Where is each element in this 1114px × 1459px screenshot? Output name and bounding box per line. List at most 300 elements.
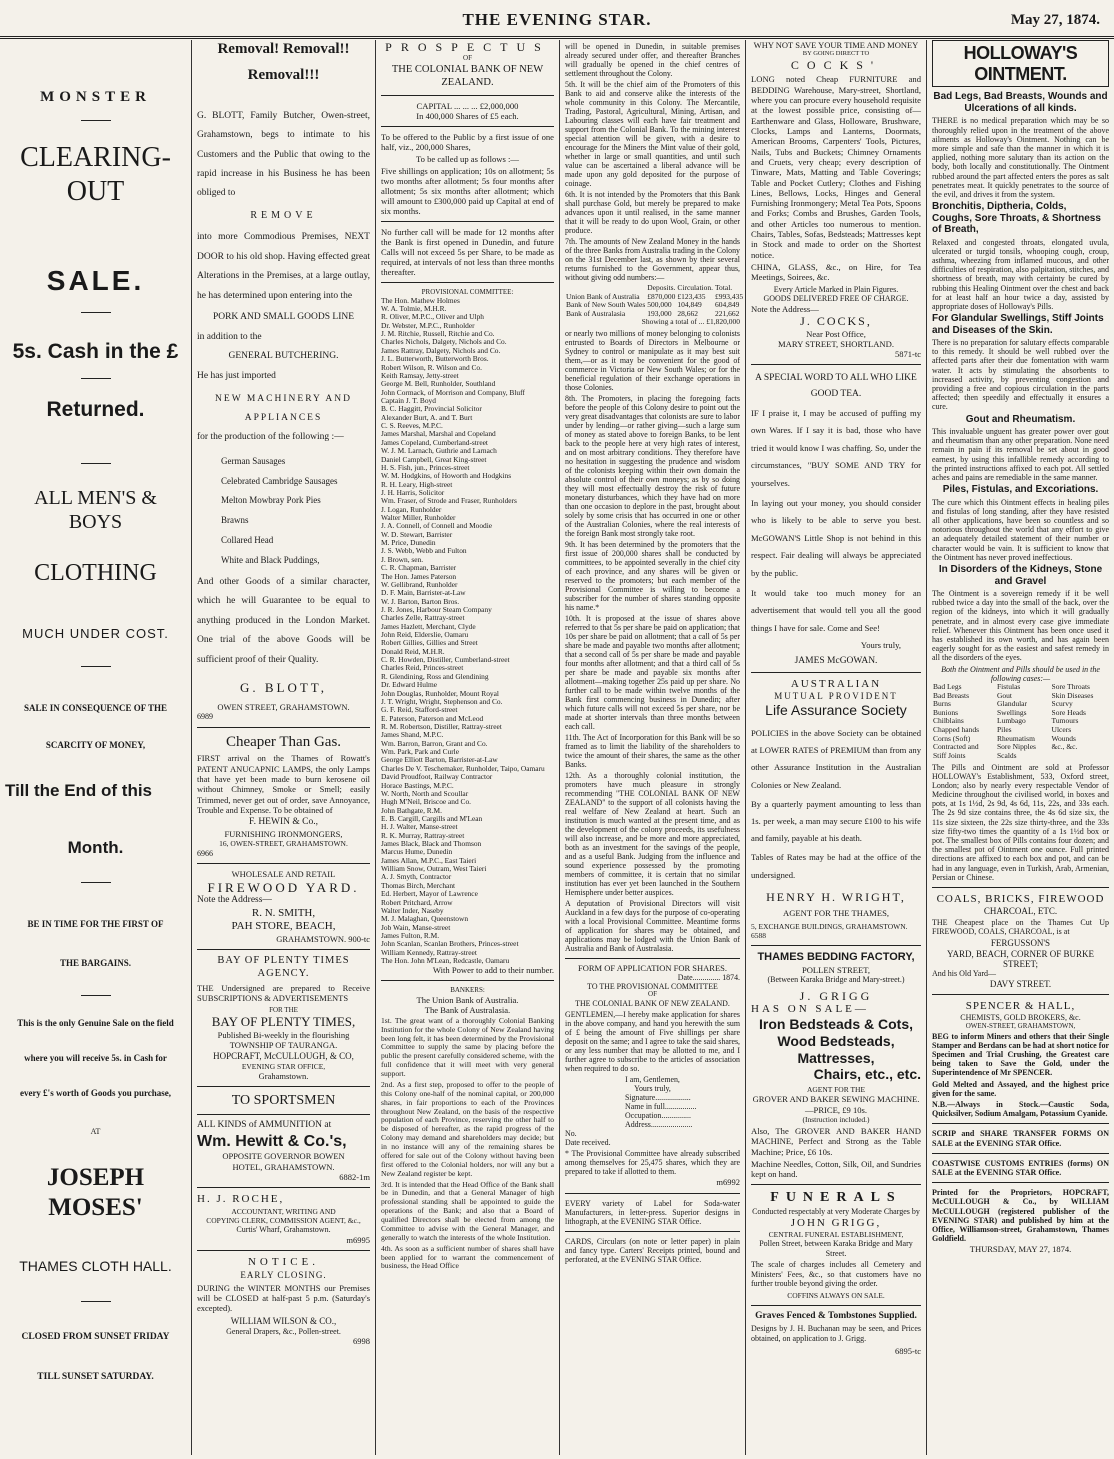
pork-line: PORK AND SMALL GOODS LINE (212, 312, 355, 322)
list-item: E. B. Cargill, Cargills and M'Lean (381, 814, 483, 823)
smith-name: R. N. SMITH, (251, 907, 316, 920)
bedding-street: POLLEN STREET, (801, 964, 871, 975)
divider (751, 672, 921, 673)
list-item: M. J. Malaghan, Queenstown (381, 915, 469, 924)
list-item: B. C. Haggitt, Provincial Solicitor (381, 405, 482, 414)
holloway-gout-body: This invaluable unguent has greater power over gout and rheumatism than any other preparation. None need remain in pain if its removal be set about in good earnest, by using this infallible remedy according to the printed instructions affixed to each pot. All settled aches and pains are remediable in the same manner. (932, 427, 1109, 482)
table-cell: Bank of Australasia (566, 308, 626, 318)
tea-body-3: It would take too much money for an advertisement that would tell you all the good things I have for sale. Come and See! (751, 587, 921, 633)
bay-agency-body: THE Undersigned are prepared to Receive SUBSCRIPTIONS & ADVERTISEMENTS (197, 982, 370, 1004)
divider (81, 378, 111, 379)
holloway-intro: THERE is no medical preparation which may be so thoroughly relied upon in the treatment of the above ailments as Holloway's Ointment. Nothing can be more simple and safe than the manner in which it is applied, nothing more salutary than its action on the body, both locally and constitutionally. The Ointment rubbed around the part affected enters the pores as salt penetrates meat. It quickly penetrates to the source of the evil, and drives it from the system. (932, 116, 1109, 199)
list-item: Charles Nichols, Dalgety, Nichols and Co. (381, 338, 507, 347)
list-item: James Shand, M.P.C. (381, 731, 444, 740)
genuine-line-2: where you will receive 5s. in Cash for (24, 1053, 167, 1064)
till-heading: Till the End of this (5, 780, 153, 800)
table-cell: Bank of New South Wales (566, 300, 646, 310)
early-closing-heading: EARLY CLOSING. (240, 1269, 327, 1280)
list-item: Walter Inder, Naseby (381, 906, 444, 915)
table-cell: Sore Nipples (996, 742, 1036, 752)
masthead (0, 0, 1114, 39)
list-item: George M. Bell, Runholder, Southland (381, 380, 496, 389)
prospectus-para-6: 6th. It is not intended by the Promoters that this Bank shall purchase Gold, but merely be prepared to make advances upon it until realised, in the same manner that it will be ready to do upon Wool, Grain, or other produce. (565, 190, 740, 235)
capital-line: CAPITAL ... ... ... £2,000,000 (416, 100, 519, 111)
firewood-heading: FIREWOOD YARD. (207, 879, 360, 895)
table-cell: Rheumatism (996, 733, 1035, 743)
column-moses-sale (0, 40, 192, 1455)
product-item: Melton Mowbray Pork Pies (221, 495, 321, 506)
list-item: James Black, Black and Thomson (381, 840, 482, 849)
wood-bedsteads: Wood Bedsteads, (777, 1032, 895, 1049)
list-item: Robert Wilson, R. Wilson and Co. (381, 363, 482, 372)
list-item: C. R. Howden, Distiller, Cumberland-street (381, 656, 510, 665)
cocks-why: WHY NOT SAVE YOUR TIME AND MONEY (753, 40, 919, 50)
spencer-name: SPENCER & HALL, (965, 999, 1076, 1012)
amp-title: Life Assurance Society (765, 702, 907, 719)
machinery-line: NEW MACHINERY AND APPLIANCES (215, 394, 352, 424)
wilson-trade: General Drapers, &c., Pollen-street. (226, 1326, 341, 1336)
list-item: J. Brown, sen. (381, 555, 424, 564)
prospectus-para-2: 2nd. As a first step, proposed to offer to the people of this Colony one-half of the nominal capital, or 200,000 shares, in fair proportions to each of the Provinces throughout New Zealand, on the basis of the respective population of each Province, reserving the other half to be disposed of hereafter, as the rapid progress of the Colony may demand and shareholders may decide; but in no instance will any of the remaining shares be offered for sale out of the Colony without having been first offered to the Colonial holders, nor will any but a New Zealand register be kept. (381, 1079, 554, 1178)
monster-heading: MONSTER (40, 89, 151, 105)
divider (197, 1250, 370, 1251)
cards-ad: CARDS, Circulars (on note or letter paper) in plain and fancy type. Carters' Receipts printed, bound and perforated, at the EVENING STAR Office. (565, 1237, 740, 1265)
wright-agent: AGENT FOR THE THAMES, (783, 908, 889, 919)
grigg-name: J. GRIGG (799, 988, 873, 1003)
cocks-street: MARY STREET, SHORTLAND. (778, 338, 894, 349)
list-item: R. K. Murray, Rattray-street (381, 831, 465, 840)
ad-reference: 6895-tc (895, 1345, 921, 1356)
holloway-kidneys: In Disorders of the Kidneys, Stone and Gravel (938, 564, 1103, 587)
evening-office-line: EVENING STAR OFFICE, (241, 1061, 326, 1071)
list-item: Job Wain, Manse-street (381, 923, 451, 932)
list-item: C. S. Reeves, M.P.C. (381, 422, 443, 431)
first-time-line-1: BE IN TIME FOR THE FIRST OF (27, 919, 164, 930)
holloway-sold: The Pills and Ointment are sold at Professor HOLLOWAY's Establishment, 533, Oxford street, London; also by nearly every respectable Vendor of Medicine throughout the civilised world, in boxes and pots, at 1s 1½d, 2s 9d, 4s 6d, 11s, 22s, and 33s each. The 2s 9d size contains three, the 4s 6d size six, the 11s size sixteen, the 22s size thirty-three, and the 33s size fifty-two times the quantity of a 1s 1½d box or pot. The smallest box of Pills contains four dozen; and the smallest pot of Ointment one ounce. Full printed directions are affixed to each box and pot, and can be had in any language, even in Turkish, Arab, Armenian, Persian or Chinese. (932, 762, 1109, 882)
product-item: German Sausages (221, 455, 286, 466)
list-item: J. A. Connell, of Connell and Moodie (381, 522, 493, 531)
early-closing-body: DURING the WINTER MONTHS our Premises will be CLOSED at half-past 5 p.m. (Saturday's excepted). (197, 1282, 370, 1314)
table-header-cell: Total. (715, 283, 733, 292)
old-yard-line: And his Old Yard— (932, 969, 997, 979)
under-cost-heading: MUCH UNDER COST. (22, 626, 169, 642)
amp-quarterly: By a quarterly payment amounting to less than 1s. per week, a man may secure £100 to his wife and family, payable at his death. (751, 798, 921, 844)
table-cell: Tumours (1051, 716, 1079, 726)
list-item: Daniel Campbell, Great King-street (381, 455, 487, 464)
form-name-field[interactable]: Name in full................ (625, 1102, 697, 1112)
called-line: To be called up as follows :— (416, 153, 519, 164)
form-date: Date.............. 1874. (677, 973, 740, 983)
column-blott-and-ads (192, 40, 376, 1455)
blott-guarantee: And other Goods of a similar character, which he will Guarantee to be equal to anything produced in the London Market. One trial of the above Goods will be sufficient proof of their Quality. (197, 576, 370, 665)
holloway-gout: Gout and Rheumatism. (965, 413, 1076, 425)
issue-date: May 27, 1874. (1010, 12, 1100, 28)
list-item: Alexander Burt, A. and T. Burt (381, 413, 473, 422)
offer-line: To be offered to the Public by a first issue of one half, viz., 200,000 Shares, (381, 131, 554, 152)
blott-intro: G. BLOTT, Family Butcher, Owen-street, Grahamstown, begs to intimate to his Customers and the Public that owing to the rapid increase in his Business he has been obliged to (197, 110, 370, 199)
bay-times-title: BAY OF PLENTY TIMES, (211, 1014, 356, 1030)
shares-line: In 400,000 Shares of £5 each. (416, 110, 519, 121)
list-item: R. Glendining, Ross and Glendining (381, 672, 489, 681)
table-cell: Bad Legs (933, 681, 962, 691)
table-cell: 193,000 (647, 308, 672, 318)
prospectus-para-12: 12th. As a thoroughly colonial institution, the promoters have much pleasure in strongly recommending "THE COLONIAL BANK OF NEW ZEALAND" to the support of all colonists having the real welfare of New Zealand at heart. Such an institution is much wanted at the present time, and as the development of the colony proceeds, its usefulness will also increase, and be more and more appreciated, both as an investment for the savings of the people, and as a useful Bank. Judging from the influence and sound experience possessed by the promoting members of committee, it is certain that no similar institution has ever yet been launched in the Southern Hemisphere under better auspices. (565, 770, 740, 897)
table-cell: £123,435 (677, 291, 706, 301)
clearing-heading: CLEARING-OUT (20, 142, 171, 208)
scarcity-line-2: SCARCITY OF MONEY, (45, 739, 146, 750)
cocks-name: J. COCKS, (800, 314, 872, 329)
table-total: Showing a total of ... £1,820,000 (641, 317, 740, 327)
hewin-trade: FURNISHING IRONMONGERS, (224, 829, 343, 840)
prospectus-para-5: 5th. It will be the chief aim of the Promoters of this Bank to aid and conserve alike the interests of the whole community in this Colony. The Mercantile, Trading, Pastoral, Agricultural, Mining, Artisan, and Labouring classes will each have fair treatment and support from the Colonial Bank. To the mining interest special attention will be given, with a desire to encourage for the Miners the Mint value of their gold, whether in large or small quantities, and until such value can be ascertained a liberal advance will be made upon any gold deposited for the purpose of coinage. (565, 80, 740, 188)
scrip-notice: SCRIP and SHARE TRANSFER FORMS ON SALE at the EVENING STAR Office. (932, 1129, 1109, 1148)
table-cell: 221,662 (715, 308, 740, 318)
wilson-name: WILLIAM WILSON & CO., (230, 1315, 337, 1326)
table-cell: Piles (996, 725, 1012, 734)
list-item: W. M. Hodgkins, of Howorth and Hodgkins (381, 472, 512, 481)
funerals-grigg: JOHN GRIGG, (790, 1216, 882, 1229)
divider (81, 1301, 111, 1302)
iron-bedsteads: Iron Bedsteads & Cots, (758, 1016, 914, 1033)
banker-2: The Bank of Australasia. (424, 1004, 511, 1015)
prospectus-para-11: 11th. The Act of Incorporation for this Bank will be so framed as to limit the liability of the shareholders to twice the amount of their shares, the same as the other Banks. (565, 732, 740, 769)
smith-town: GRAHAMSTOWN. 900-tc (276, 933, 370, 944)
prospectus-para-7b: or nearly two millions of money belonging to colonists entrusted to Boards of Directors in Melbourne or Sydney to control or manipulate as it may best suit them,—or as it may be convenient for the good of commerce in Victoria or New South Wales; or for the beneficial regulation of their exchange operations in those Colonies. (565, 328, 740, 392)
ad-reference: 6882-1m (339, 1172, 370, 1183)
note-line: Note the Address— (751, 303, 819, 314)
ad-reference: 6966 (197, 848, 213, 858)
divider (565, 958, 740, 959)
general-line: GENERAL BUTCHERING. (228, 351, 339, 362)
at-label: AT (90, 1127, 101, 1137)
spencer-gold: Gold Melted and Assayed, and the highest price given for the same. (932, 1079, 1109, 1098)
further-calls: No further call will be made for 12 months after the Bank is first opened in Dunedin, and future Calls will not exceed 5s per Share, to be made as required, at intervals of not less than three months thereafter. (381, 227, 554, 278)
form-to-1: TO THE PROVISIONAL COMMITTEE (587, 982, 718, 992)
blott-address: OWEN STREET, GRAHAMSTOWN. (217, 701, 350, 712)
form-closing: I am, Gentlemen, (625, 1075, 680, 1085)
divider (381, 980, 554, 981)
divider (565, 1193, 740, 1194)
divider (197, 1114, 370, 1115)
hopcraft-line: HOPCRAFT, McCULLOUGH, & CO, (213, 1050, 354, 1061)
moses-heading: JOSEPH MOSES' (46, 1163, 145, 1222)
list-item: Charles De V. Teschemaker, Runholder, Taipo, Oamaru (381, 764, 545, 773)
divider (751, 1305, 921, 1306)
list-item: W. North, North and Scoullar (381, 789, 469, 798)
amp-subheading: MUTUAL PROVIDENT (774, 691, 898, 702)
table-header-cell: Circulation. (677, 283, 713, 292)
roche-name: H. J. ROCHE, (197, 1193, 285, 1206)
of-label: OF (463, 54, 472, 63)
tea-heading: A SPECIAL WORD TO ALL WHO LIKE GOOD TEA. (755, 373, 917, 400)
table-cell: Wounds (1051, 733, 1076, 743)
column-local-ads (746, 40, 927, 1455)
form-signature-field[interactable]: Signature.................. (625, 1093, 691, 1103)
list-item: James Marshal, Marshal and Copeland (381, 430, 496, 439)
list-item: W. D. Stewart, Barrister (381, 530, 453, 539)
spencer-address: OWEN-STREET, GRAHAMSTOWN, (965, 1021, 1076, 1030)
table-cell (1051, 752, 1109, 761)
divider (565, 1231, 740, 1232)
table-cell: Burns (933, 699, 951, 709)
holloway-bronchitis-body: Relaxed and congested throats, elongated uvula, ulcerated or turgid tonsils, whooping cough, croup, asthma, wheezing from inflamed mucous, and other difficulties of respiration, also palpitation, stitches, and shortness of breath, may with certainty be cured by rubbing this Healing Ointment over the chest and back for at least half an hour twice a day, assisted by appropriate doses of Holloway's Pills. (932, 237, 1109, 311)
prospectus-para-1: 1st. The great want of a thoroughly Colonial Banking Institution for the whole Colony of New Zealand having been long felt, it has been determined by the Provisional Committee to supply the same by placing before the public the present carefully considered scheme, with the full confidence that it will meet with very general support. (381, 1015, 554, 1078)
form-received: Date received. (565, 1138, 611, 1148)
note-line: Note the Address— (197, 895, 272, 906)
divider (197, 1086, 370, 1087)
form-signature-lines (625, 1093, 740, 1129)
for-the-label: FOR THE (269, 1005, 298, 1014)
list-item: John Douglas, Runholder, Mount Royal (381, 689, 499, 698)
sale-heading: SALE. (46, 264, 145, 296)
list-item: The Hon. John M'Lean, Redcastle, Oamaru (381, 957, 510, 966)
graves-body: Designs by J. H. Buchanan may be seen, and Prices obtained, on application to J. Grigg. (751, 1324, 921, 1343)
divider (381, 126, 554, 127)
divider (751, 364, 921, 365)
divider (932, 1153, 1109, 1154)
divider (381, 282, 554, 283)
list-item: J. M. Ritchie, Russell, Ritchie and Co. (381, 330, 495, 339)
divider (381, 95, 554, 96)
form-occupation-field[interactable]: Occupation............... (625, 1111, 691, 1121)
wright-name: HENRY H. WRIGHT, (766, 889, 906, 904)
coastwise-notice: COASTWISE CUSTOMS ENTRIES (forms) ON SALE at the EVENING STAR Office. (932, 1158, 1109, 1177)
list-item: J. R. Jones, Harbour Steam Company (381, 605, 492, 614)
labels-ad: EVERY variety of Label for Soda-water Manufacturers, in letter-press. Superior designs in lithograph, at the EVENING STAR Office. (565, 1199, 740, 1227)
divider (932, 994, 1109, 995)
divider (932, 1182, 1109, 1183)
table-cell: Swellings (996, 707, 1027, 717)
list-item: George Elliott Barton, Barrister-at-Law (381, 756, 498, 765)
hewin-name: F. HEWIN & Co., (249, 817, 318, 828)
prospectus-para-13: A deputation of Provisional Directors will visit Auckland in a few days for the purpose of co-operating with a local Provisional Committee. Meantime forms of application for shares may be obtained, and applications may be lodged with the Union Bank of Australia and Bank of Australasia. (565, 898, 740, 953)
list-item: Charles Reid, Princes-street (381, 664, 464, 673)
table-cell: Chilblains (933, 716, 964, 726)
tea-body-1: IF I praise it, I may be accused of puffing my own Wares. If I say it is bad, those who have tried it would know I was chaffing. So, under the circumstances, "BUY SOME AND TRY for yourselves. (751, 407, 921, 489)
removal-heading: Removal! Removal!! (217, 41, 350, 57)
list-item: J. S. Webb, Webb and Fulton (381, 547, 467, 556)
table-cell: Sore Heads (1051, 707, 1086, 717)
production-line: for the production of the following :— (197, 432, 344, 443)
gas-heading: Cheaper Than Gas. (225, 733, 342, 750)
divider (751, 1184, 921, 1185)
table-cell: Sore Throats (1051, 681, 1090, 691)
grover-needles: Machine Needles, Cotton, Silk, Oil, and Sundries kept on hand. (751, 1158, 921, 1180)
product-item: Brawns (221, 515, 249, 526)
committee-list (381, 297, 554, 966)
divider (81, 120, 111, 121)
cocks-heading: COCKS' (790, 57, 882, 72)
bay-published: Published Bi-weekly in the flourishing (217, 1029, 350, 1040)
wright-address: 5, EXCHANGE BUILDINGS, GRAHAMSTOWN. (751, 922, 908, 932)
divider (81, 666, 111, 667)
bankers-heading: BANKERS: (450, 986, 485, 995)
holloway-glandular: For Glandular Swellings, Stiff Joints and Diseases of the Skin. (932, 313, 1104, 336)
holloway-heading: HOLLOWAY'S OINTMENT. (932, 40, 1109, 87)
list-item: The Hon. James Paterson (381, 572, 457, 581)
form-to-2: THE COLONIAL BANK OF NEW ZEALAND. (575, 999, 730, 1009)
wholesale-line: WHOLESALE AND RETAIL (231, 869, 336, 880)
table-cell: 104,849 (677, 300, 702, 310)
form-footnote: * The Provisional Committee have already subscribed among themselves for 25,475 shares, which they are prepared to take if allotted to them. (565, 1149, 740, 1177)
funerals-scale: The scale of charges includes all Cemetery and Ministers' Fees, &c., so that customers have no further trouble beyond giving the order. (751, 1260, 921, 1289)
hewitt-name: Wm. Hewitt & Co.'s, (197, 1132, 347, 1150)
bedding-location: (Between Karaka Bridge and Mary-street.) (767, 974, 905, 984)
form-address-field[interactable]: Address..................... (625, 1120, 693, 1130)
list-item: Donald Reid, M.H.R. (381, 647, 445, 656)
prospectus-heading: PROSPECTUS (385, 40, 550, 54)
spencer-trade: CHEMISTS, GOLD BROKERS, &c. (960, 1012, 1081, 1022)
addition-line: in addition to the (197, 331, 262, 342)
product-item: Collared Head (221, 535, 274, 546)
table-cell: Fistulas (996, 681, 1021, 691)
till-saturday-line: TILL SUNSET SATURDAY. (37, 1371, 154, 1382)
clothing-heading: ALL MEN'S & BOYS (34, 486, 157, 534)
form-yours: Yours truly, (634, 1084, 671, 1094)
mattresses: Mattresses, (797, 1049, 875, 1066)
funerals-address: Pollen Street, between Karaka Bridge and Mary Street. (759, 1239, 913, 1258)
list-item: Dr. Webster, M.P.C., Runholder (381, 321, 475, 330)
table-cell: Glandular (996, 699, 1027, 709)
list-item: R. M. Robertson, Distiller, Rattray-street (381, 723, 502, 731)
list-item: Wm. Fraser, of Strode and Fraser, Runholders (381, 497, 517, 506)
column-bank-prospectus (376, 40, 560, 1455)
amp-policies: POLICIES in the above Society can be obtained at LOWER RATES of PREMIUM than from any other Assurance Institution in the Australian Colonies or New Zealand. (751, 728, 921, 790)
list-item: James Copeland, Cumberland-street (381, 438, 488, 447)
first-time-line-2: THE BARGAINS. (59, 958, 131, 969)
grover-instruction: (Instruction included.) (802, 1114, 870, 1124)
spencer-body: BEG to inform Miners and others that their Single Stamper and Berdans can be had at short notice for Specimen and Trial Crushing, the Greatest care being taken to Save the Gold, under the Superintendence of Mr SPENCER. (932, 1031, 1109, 1078)
list-item: John Reid, Elderslie, Oamaru (381, 631, 469, 640)
amp-tables: Tables of Rates may be had at the office of the undersigned. (751, 852, 921, 880)
holloway-piles: Piles, Fistulas, and Excoriations. (942, 484, 1099, 496)
product-item: White and Black Puddings, (221, 554, 320, 565)
cocks-body: LONG noted Cheap FURNITURE and BEDDING Warehouse, Mary-street, Shortland, where you can procure every household requisite at the lowest possible price, consisting of—Earthenware and Glass, Holloware, Brushware, Clocks, Lamps and Lanterns, Doormats, American Brooms, Carpenters' Tools, Pictures, Nails, Tubs and Buckets; Chimney Ornaments and Cruets, very cheap; every description of Tinware, Mats, Matting and Table Coverings; Table and Pocket Cutlery; Clothes and Fishing Lines, Bellows, Locks, Hinges and General Furnishing Ironmongery; Metal Tea Pots, Spoons and Forks; Combs and Brushes, Garden Tools, and other Articles too numerous to mention. Chairs, Tables, Sofas, Bedsteads; Mattresses kept in Stock and made to order on the Shortest notice. (751, 74, 921, 260)
bank-deposits-table (565, 284, 744, 318)
prospectus-para-7: 7th. The amounts of New Zealand Money in the hands of the three Banks from Australia trading in the Colony on the 31st December last, as shown by their several returns furnished to the Government, appear thus, without giving odd numbers:— (565, 237, 740, 282)
divider (81, 995, 111, 996)
cocks-plain-figures: Every Article Marked in Plain Figures. (773, 284, 899, 294)
table-cell: Corns (Soft) (933, 733, 971, 743)
list-item: William Kennedy, Rattray-street (381, 948, 477, 957)
list-item: Captain J. T. Boyd (381, 396, 436, 405)
list-item: Wm. Barron, Barron, Grant and Co. (381, 739, 488, 748)
fergusson-yard: YARD, BEACH, CORNER OF BURKE STREET; (946, 948, 1095, 969)
holloway-kidneys-body: The Ointment is a sovereign remedy if it be well rubbed twice a day into the small of the back, over the region of the kidneys, into which it will gradually penetrate, and in almost every case give immediate relief. Whenever this Ointment has been once used it has established its own worth, and has again been eagerly sought for as the easiest and safest remedy in all the disorders of the eyes. (932, 589, 1109, 663)
coffins-line: COFFINS ALWAYS ON SALE. (787, 1291, 885, 1300)
ad-reference: 6588 (751, 931, 766, 941)
list-item: John Bathgate, R.M. (381, 806, 442, 815)
imprint-date: THURSDAY, MAY 27, 1874. (969, 1244, 1072, 1255)
divider (81, 312, 111, 313)
list-item: J. L. Butterworth, Butterworth Bros. (381, 355, 489, 364)
ad-reference: m6992 (716, 1177, 740, 1188)
holloway-piles-body: The cure which this Ointment effects in healing piles and fistulas of long standing, after they have resisted all other applications, have been so countless and so notorious throughout the world that any effort to give an adequately detailed statement of their number or character would be vain. It is sufficient to know that the Ointment has never proved ineffectious. (932, 497, 1109, 562)
prospectus-para-3: 3rd. It is intended that the Head Office of the Bank shall be in Dunedin, and that a General Manager of high professional standing shall be appointed to guide the operations of the Bank; and also that a Board of qualified Directors shall be elected from among the Committee to advise with the General Manager, and generally to watch the interests of the whole Institution. (381, 1179, 554, 1242)
chairs: Chairs, etc., etc. (813, 1066, 921, 1083)
table-cell: Ulcers (1051, 725, 1072, 734)
tauranga-line: TOWNSHIP OF TAURANGA. (229, 1040, 338, 1051)
cocks-delivery: GOODS DELIVERED FREE OF CHARGE. (763, 294, 909, 304)
bay-agency-heading: BAY OF PLENTY TIMES AGENCY. (217, 955, 350, 980)
mcgowan-name: JAMES McGOWAN. (794, 655, 878, 666)
ad-reference: m6995 (346, 1234, 370, 1245)
prospectus-intro: will be opened in Dunedin, in suitable premises already secured under offer, and thereafter Branches will gradually be opened in the chief centres of settlement throughout the Colony. (565, 42, 740, 78)
table-cell: Lumbago (996, 716, 1026, 726)
roche-line-1: ACCOUNTANT, WRITING AND (231, 1206, 336, 1216)
coals-heading: COALS, BRICKS, FIREWOOD (936, 892, 1105, 905)
table-cell: Stiff Joints (933, 750, 966, 760)
funerals-heading: FUNERALS (770, 1190, 902, 1206)
grigg-has: HAS ON SALE— (751, 1002, 869, 1015)
form-heading: FORM OF APPLICATION FOR SHARES. (577, 962, 728, 973)
form-to-of: OF (648, 990, 657, 999)
list-item: A. J. Smyth, Contractor (381, 873, 452, 882)
list-item: R. Oliver, M.P.C., Oliver and Ulph (381, 313, 484, 322)
list-item: Hugh M'Neil, Briscoe and Co. (381, 798, 472, 807)
column-holloway-and-notices (927, 40, 1114, 1455)
table-cell: £993,435 (715, 291, 744, 301)
divider (197, 1187, 370, 1188)
divider (932, 1123, 1109, 1124)
closed-line: CLOSED FROM SUNSET FRIDAY (21, 1331, 170, 1342)
ammunition-line: ALL KINDS of AMMUNITION at (197, 1120, 332, 1131)
spencer-stock: N.B.—Always in Stock.—Caustic Soda, Quicksilver, Sodium Amalgam, Potassium Cyanide. (932, 1100, 1109, 1119)
list-item: H. S. Fish, jun., Princes-street (381, 463, 470, 472)
funerals-establishment: CENTRAL FUNERAL ESTABLISHMENT, (768, 1230, 904, 1240)
cocks-china: CHINA, GLASS, &c., on Hire, for Tea Meetings, Soirees, &c. (751, 262, 921, 283)
list-item: James Fulton, R.M. (381, 931, 440, 940)
divider (381, 221, 554, 222)
table-cell: 500,000 (647, 300, 672, 310)
grover-hand-machine: Also, The GROVER AND BAKER HAND MACHINE, Perfect and Strong as the Table Machine; Price, £6 10s. (751, 1125, 921, 1157)
imported-line: He has just imported (197, 370, 276, 381)
product-item: Celebrated Cambridge Sausages (221, 475, 338, 486)
list-item: W. Gellibrand, Runholder (381, 580, 458, 589)
table-cell: Scalds (996, 750, 1017, 760)
list-item: Marcus Hume, Dunedin (381, 848, 453, 857)
divider (81, 882, 111, 883)
table-cell: Contracted and (933, 742, 979, 752)
power-line: With Power to add to their number. (432, 965, 554, 976)
funerals-conducted: Conducted respectably at very Moderate Charges by (752, 1207, 920, 1217)
list-item: James Hazlett, Merchant, Clyde (381, 622, 476, 631)
grover-machine: GROVER AND BAKER SEWING MACHINE.—PRICE, £9 10s. (752, 1094, 920, 1115)
coals-cheapest: THE Cheapest place on the Thames Cut Up FIREWOOD, COALS, CHARCOAL, is at (932, 917, 1109, 937)
blott-signature: G. BLOTT, (239, 680, 328, 696)
list-item: D. F. Main, Barrister-at-Law (381, 589, 466, 598)
amp-heading: AUSTRALIAN (790, 678, 882, 691)
product-list (221, 452, 370, 571)
divider (197, 727, 370, 728)
holloway-cases-table (932, 683, 1109, 761)
committee-heading: PROVISIONAL COMMITTEE: (421, 288, 514, 297)
clothing-subheading: CLOTHING (34, 559, 157, 586)
gas-body: FIRST arrival on the Thames of Rowatt's PATENT ANUCAPNIC LAMPS, the only Lamps that have yet been made to burn kerosene oil without Chimney, Smoke or Smell; easily Trimmed, never get out of order, save Annoyance, Trouble and Expense. To be obtained of (197, 753, 370, 816)
list-item: J. H. Harris, Solicitor (381, 488, 445, 497)
list-item: C. R. Chapman, Barrister (381, 564, 457, 573)
divider (197, 863, 370, 864)
genuine-line-1: This is the only Genuine Sale on the field (17, 1018, 174, 1029)
bedding-heading: THAMES BEDDING FACTORY, (757, 951, 915, 964)
list-item: Walter Miller, Runholder (381, 514, 456, 523)
holloway-bronchitis: Bronchitis, Diptheria, Colds, Coughs, Sore Throats, & Shortness of Breath, (932, 201, 1101, 236)
table-cell: Skin Diseases (1051, 690, 1094, 700)
holloway-glandular-body: There is no preparation for salutary effects comparable to this remedy. It should be well rubbed over the affected parts after their due fomentation with warm water. It acts by stimulating the absorbents to increased activity, by preventing congestion and providing a free and copious circulation in the parts affected; then speedily and effectually it ensures a cure. (932, 338, 1109, 412)
list-item: Keith Ramsay, Jetty-street (381, 371, 459, 380)
list-item: R. H. Leary, High-street (381, 480, 453, 489)
sportsmen-heading: TO SPORTSMEN (231, 1093, 336, 1109)
